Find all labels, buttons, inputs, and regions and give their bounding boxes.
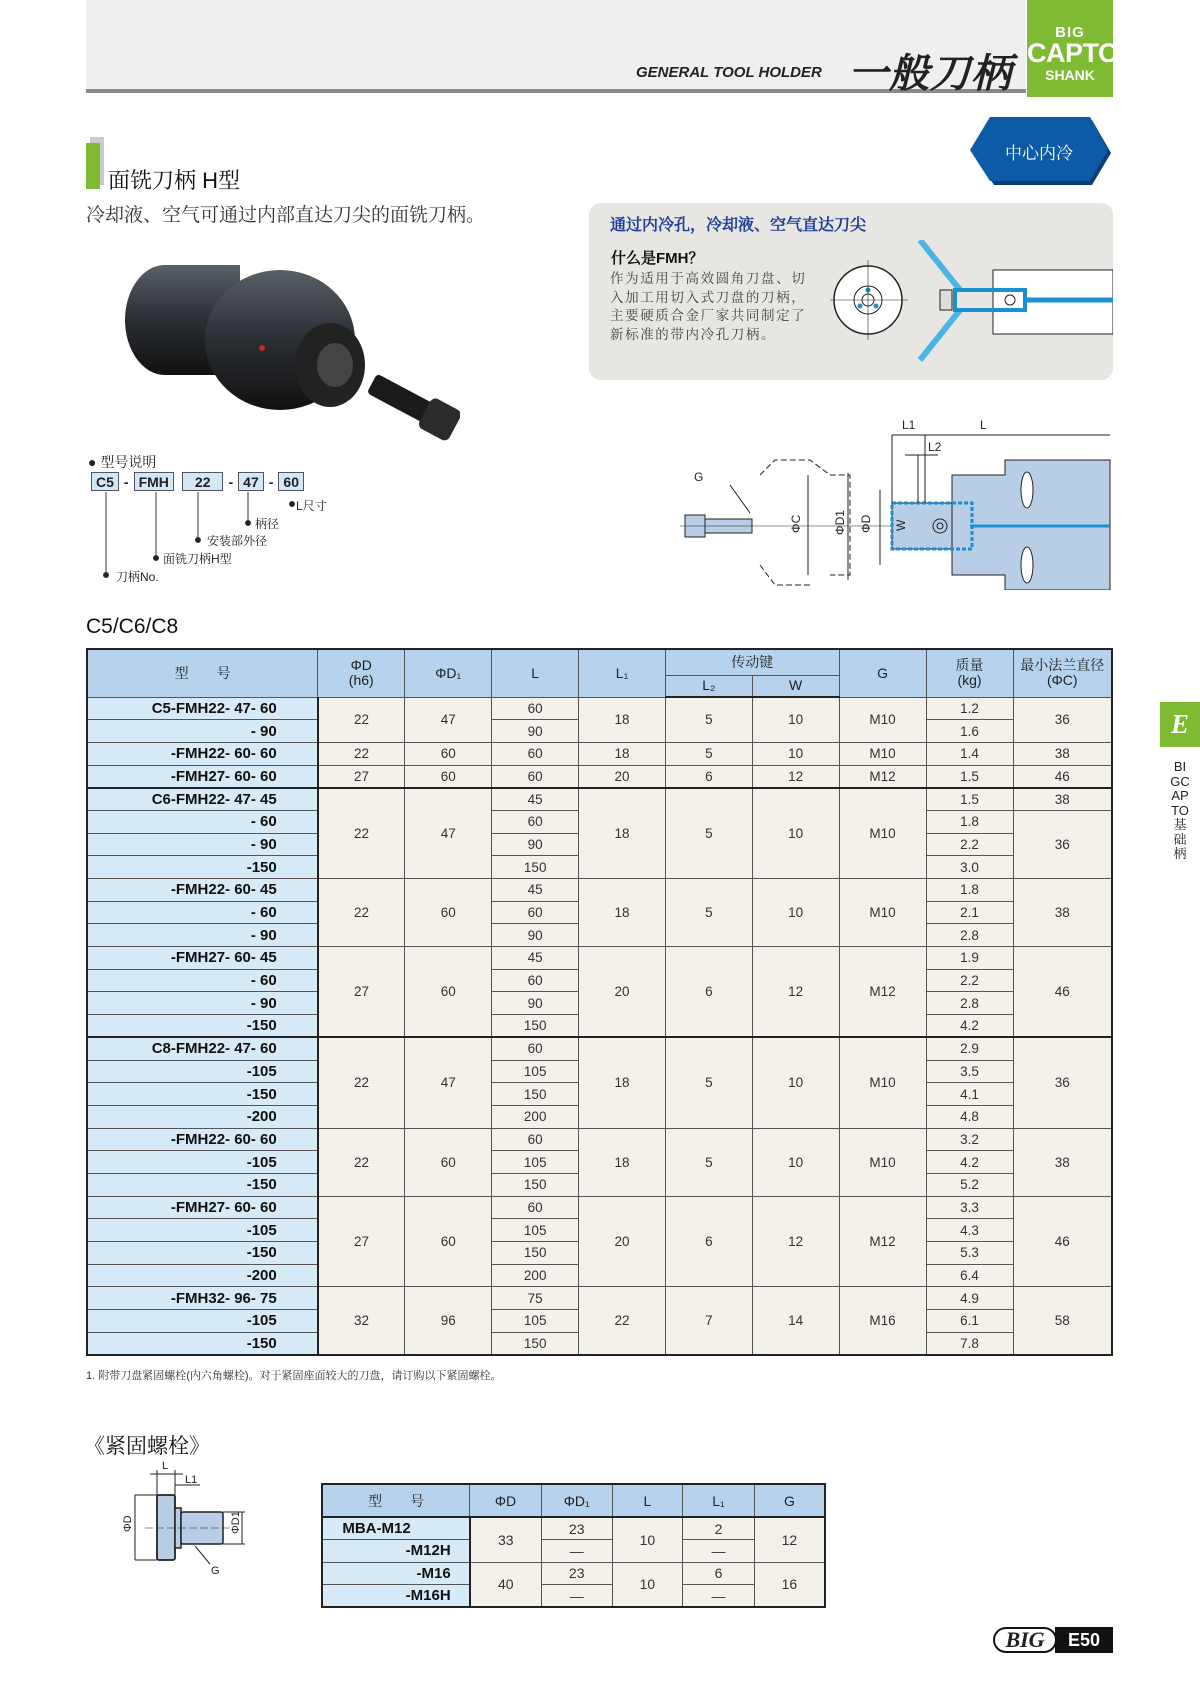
bolt-col-g: G — [754, 1484, 825, 1517]
table-footnote: 1. 附带刀盘紧固螺栓(内六角螺栓)。对于紧固座面较大的刀盘，请订购以下紧固螺栓。 — [86, 1370, 502, 1382]
cell-g: M12 — [839, 1196, 926, 1287]
cell-mass: 1.8 — [926, 810, 1013, 833]
cell-d1: 60 — [405, 1196, 492, 1287]
cell-g: M10 — [839, 1128, 926, 1196]
cell-model: -FMH32- 96- 75 — [87, 1287, 318, 1310]
cell-l2: 7 — [665, 1287, 752, 1355]
cell-g: M10 — [839, 697, 926, 742]
col-d1: ΦD₁ — [405, 649, 492, 697]
cell-model: -200 — [87, 1105, 318, 1128]
cell-d1: 47 — [405, 697, 492, 742]
cell-mass: 3.5 — [926, 1060, 1013, 1083]
cell-mass: 1.4 — [926, 742, 1013, 765]
page-number: E50 — [1055, 1627, 1113, 1653]
cell-l: 45 — [492, 788, 579, 811]
cell-model: -150 — [87, 1173, 318, 1196]
svg-text:ΦD: ΦD — [859, 514, 873, 533]
col-g: G — [839, 649, 926, 697]
table-row — [87, 742, 1112, 765]
header-title-en: GENERAL TOOL HOLDER — [636, 64, 822, 81]
info-panel-body: 作为适用于高效圆角刀盘、切入加工用切入式刀盘的刀柄，主要硬质合金厂家共同制定了新标准的带内冷孔刀柄。 — [610, 271, 807, 342]
cell-l1: 18 — [579, 697, 666, 742]
cell-model: -105 — [87, 1310, 318, 1333]
cell-l: 60 — [492, 1037, 579, 1060]
cell-l: 90 — [492, 720, 579, 743]
cell-l: 200 — [492, 1105, 579, 1128]
cell-d1: 96 — [405, 1287, 492, 1355]
cell-g: M12 — [839, 947, 926, 1038]
cell-flange: 46 — [1013, 765, 1112, 788]
cell-w: 10 — [752, 879, 839, 947]
cell-d1: 47 — [405, 788, 492, 879]
cell-l: 90 — [492, 833, 579, 856]
cell-l: 75 — [492, 1287, 579, 1310]
label-shank-dia: 柄径 — [255, 517, 280, 531]
svg-text:G: G — [211, 1565, 220, 1577]
cell-w: 12 — [752, 947, 839, 1038]
cell-l1: 18 — [579, 788, 666, 879]
cell-l: 150 — [492, 1332, 579, 1355]
badge-label: 中心内冷 — [1005, 144, 1073, 163]
cell-mass: 2.8 — [926, 924, 1013, 947]
cell-d1: 60 — [405, 742, 492, 765]
cell-model: -105 — [87, 1219, 318, 1242]
cell-model: -105 — [87, 1151, 318, 1174]
side-tab-text: BIGCAPTO基础柄 — [1170, 759, 1190, 861]
cell-model: - 60 — [87, 969, 318, 992]
svg-text:L1: L1 — [185, 1474, 198, 1486]
cell-d1: 60 — [405, 1128, 492, 1196]
cell-l: 150 — [492, 856, 579, 879]
label-shank-no: 刀柄No. — [116, 570, 159, 584]
cell-model: -FMH27- 60- 60 — [87, 1196, 318, 1219]
model-code-row — [91, 472, 308, 491]
svg-text:ΦD: ΦD — [122, 1515, 134, 1532]
cell-model: -105 — [87, 1060, 318, 1083]
cell-mass: 3.2 — [926, 1128, 1013, 1151]
table-row — [87, 697, 1112, 720]
brand-line1: BIG — [1055, 24, 1085, 41]
cell-w: 12 — [752, 765, 839, 788]
cell-l: 150 — [492, 1242, 579, 1265]
col-l1: L₁ — [579, 649, 666, 697]
cell-d: 22 — [318, 1037, 405, 1128]
svg-text:L: L — [980, 418, 987, 432]
bolt-row: -M12H — — — [322, 1540, 825, 1563]
cell-g: M10 — [839, 1037, 926, 1128]
cell-model: -150 — [87, 856, 318, 879]
code-part-shank: C5 — [91, 472, 119, 491]
table-row — [87, 1128, 1112, 1151]
cell-d1: 60 — [405, 879, 492, 947]
table-row — [87, 1037, 1112, 1060]
table-title: C5/C6/C8 — [86, 615, 179, 638]
bolt-drawing-icon — [115, 1460, 275, 1580]
cell-w: 10 — [752, 742, 839, 765]
bolt-col-l: L — [612, 1484, 683, 1517]
label-type: 面铣刀柄H型 — [163, 552, 232, 566]
bolt-table — [321, 1483, 826, 1608]
cell-l1: 22 — [579, 1287, 666, 1355]
cell-d: 22 — [318, 697, 405, 742]
dimension-drawing-icon — [670, 415, 1113, 590]
cell-model: -FMH27- 60- 45 — [87, 947, 318, 970]
bolt-col-model: 型 号 — [322, 1484, 470, 1517]
cell-mass: 6.1 — [926, 1310, 1013, 1333]
code-dash: - — [123, 473, 129, 490]
section-description: 冷却液、空气可通过内部直达刀尖的面铣刀柄。 — [86, 205, 486, 226]
cell-d: 27 — [318, 765, 405, 788]
brand-line3: SHANK — [1045, 67, 1095, 83]
cell-l: 60 — [492, 742, 579, 765]
cell-flange: 38 — [1013, 879, 1112, 947]
cell-mass: 4.2 — [926, 1151, 1013, 1174]
table-row — [87, 947, 1112, 970]
cell-model: -150 — [87, 1083, 318, 1106]
col-mass: 质量 (kg) — [926, 649, 1013, 697]
cell-w: 12 — [752, 1196, 839, 1287]
big-logo-icon: BIG — [993, 1627, 1057, 1653]
cell-d1: 60 — [405, 947, 492, 1038]
cell-mass: 3.0 — [926, 856, 1013, 879]
cell-model: -150 — [87, 1242, 318, 1265]
cell-l1: 18 — [579, 1128, 666, 1196]
cell-model: C5-FMH22- 47- 60 — [87, 697, 318, 720]
cell-l: 60 — [492, 1128, 579, 1151]
bolt-col-d: ΦD — [470, 1484, 542, 1517]
info-panel-question: 什么是FMH？ — [611, 250, 704, 267]
cell-d: 22 — [318, 879, 405, 947]
cell-model: - 90 — [87, 720, 318, 743]
cell-d: 32 — [318, 1287, 405, 1355]
cell-l1: 18 — [579, 1037, 666, 1128]
cell-model: -200 — [87, 1264, 318, 1287]
cell-l1: 20 — [579, 947, 666, 1038]
code-part-type: FMH — [134, 472, 174, 491]
col-drive-key: 传动键 — [665, 649, 839, 675]
cell-l2: 5 — [665, 879, 752, 947]
bolt-row: -M16 40 23 10 6 16 — [322, 1562, 825, 1585]
footer-logo — [993, 1627, 1113, 1653]
cell-model: - 90 — [87, 924, 318, 947]
col-model: 型 号 — [87, 649, 318, 697]
cell-mass: 4.9 — [926, 1287, 1013, 1310]
cell-g: M10 — [839, 742, 926, 765]
cell-l: 200 — [492, 1264, 579, 1287]
cell-l2: 5 — [665, 788, 752, 879]
cell-g: M10 — [839, 788, 926, 879]
col-w: W — [752, 675, 839, 697]
product-photo-icon — [120, 260, 460, 460]
col-flange: 最小法兰直径 (ΦC) — [1013, 649, 1112, 697]
label-mount-od: 安装部外径 — [207, 534, 268, 548]
bolt-section-title: 《紧固螺栓》 — [84, 1435, 210, 1458]
cell-mass: 2.2 — [926, 833, 1013, 856]
svg-text:L1: L1 — [902, 418, 916, 432]
bolt-col-l1: L₁ — [683, 1484, 755, 1517]
cell-model: -FMH22- 60- 45 — [87, 879, 318, 902]
bolt-col-d1: ΦD₁ — [541, 1484, 612, 1517]
cell-l: 45 — [492, 879, 579, 902]
cell-l: 105 — [492, 1310, 579, 1333]
cell-mass: 2.8 — [926, 992, 1013, 1015]
cell-l1: 20 — [579, 765, 666, 788]
cell-l: 60 — [492, 697, 579, 720]
cell-model: -FMH22- 60- 60 — [87, 742, 318, 765]
cell-l2: 5 — [665, 1037, 752, 1128]
cell-flange: 38 — [1013, 788, 1112, 811]
cell-model: -FMH27- 60- 60 — [87, 765, 318, 788]
cell-l2: 5 — [665, 697, 752, 742]
cell-l: 60 — [492, 1196, 579, 1219]
col-l2: L₂ — [665, 675, 752, 697]
cell-model: C6-FMH22- 47- 45 — [87, 788, 318, 811]
table-row — [87, 879, 1112, 902]
svg-text:ΦC: ΦC — [789, 514, 803, 533]
cell-model: -150 — [87, 1015, 318, 1038]
table-row — [87, 765, 1112, 788]
cell-mass: 4.2 — [926, 1015, 1013, 1038]
cell-mass: 7.8 — [926, 1332, 1013, 1355]
cell-mass: 1.5 — [926, 788, 1013, 811]
cell-l: 60 — [492, 810, 579, 833]
cell-l2: 5 — [665, 742, 752, 765]
cell-mass: 5.2 — [926, 1173, 1013, 1196]
cell-w: 10 — [752, 1037, 839, 1128]
cell-flange: 36 — [1013, 697, 1112, 742]
cell-l: 150 — [492, 1015, 579, 1038]
cell-l: 105 — [492, 1060, 579, 1083]
cell-l: 105 — [492, 1151, 579, 1174]
cell-l2: 6 — [665, 765, 752, 788]
cell-model: -150 — [87, 1332, 318, 1355]
cell-mass: 4.3 — [926, 1219, 1013, 1242]
code-dash: - — [228, 473, 234, 490]
section-accent-bar — [86, 143, 100, 189]
cell-l2: 6 — [665, 947, 752, 1038]
svg-text:ΦD1: ΦD1 — [833, 510, 847, 535]
cell-l2: 6 — [665, 1196, 752, 1287]
cell-l: 60 — [492, 901, 579, 924]
info-panel-title: 通过内冷孔，冷却液、空气直达刀尖 — [610, 217, 867, 234]
cell-g: M16 — [839, 1287, 926, 1355]
coolant-diagram-icon — [830, 240, 1113, 380]
cell-l2: 5 — [665, 1128, 752, 1196]
cell-mass: 2.9 — [926, 1037, 1013, 1060]
cell-mass: 1.6 — [926, 720, 1013, 743]
cell-d: 22 — [318, 742, 405, 765]
cell-model: - 90 — [87, 992, 318, 1015]
bolt-row: -M16H — — — [322, 1585, 825, 1608]
cell-d: 27 — [318, 947, 405, 1038]
cell-flange: 38 — [1013, 1128, 1112, 1196]
cell-w: 10 — [752, 697, 839, 742]
cell-flange: 36 — [1013, 810, 1112, 878]
cell-model: -FMH22- 60- 60 — [87, 1128, 318, 1151]
spec-table — [86, 648, 1113, 1356]
cell-mass: 5.3 — [926, 1242, 1013, 1265]
code-part-mount: 22 — [182, 472, 224, 491]
cell-mass: 4.1 — [926, 1083, 1013, 1106]
side-tab-letter[interactable]: E — [1160, 702, 1200, 747]
cell-w: 10 — [752, 788, 839, 879]
svg-text:L2: L2 — [928, 440, 942, 454]
label-l-dim: L尺寸 — [296, 499, 327, 513]
header-title-cn: 一般刀柄 — [848, 52, 1012, 96]
model-code-title: ● 型号说明 — [88, 454, 157, 470]
code-part-length: 60 — [278, 472, 304, 491]
cell-model: - 60 — [87, 810, 318, 833]
cell-d1: 47 — [405, 1037, 492, 1128]
cell-mass: 4.8 — [926, 1105, 1013, 1128]
section-title: 面铣刀柄 H型 — [108, 168, 241, 193]
cell-l: 60 — [492, 765, 579, 788]
cell-w: 14 — [752, 1287, 839, 1355]
cell-mass: 6.4 — [926, 1264, 1013, 1287]
cell-mass: 1.8 — [926, 879, 1013, 902]
cell-flange: 38 — [1013, 742, 1112, 765]
cell-model: - 90 — [87, 833, 318, 856]
cell-mass: 1.5 — [926, 765, 1013, 788]
cell-l: 60 — [492, 969, 579, 992]
cell-mass: 1.9 — [926, 947, 1013, 970]
cell-model: C8-FMH22- 47- 60 — [87, 1037, 318, 1060]
cell-d: 27 — [318, 1196, 405, 1287]
svg-text:ΦD1: ΦD1 — [230, 1511, 242, 1534]
cell-l: 90 — [492, 992, 579, 1015]
table-row — [87, 1196, 1112, 1219]
svg-text:L: L — [162, 1460, 169, 1472]
code-part-shank-dia: 47 — [238, 472, 264, 491]
cell-mass: 2.2 — [926, 969, 1013, 992]
table-row — [87, 788, 1112, 811]
cell-l1: 20 — [579, 1196, 666, 1287]
cell-d1: 60 — [405, 765, 492, 788]
cell-flange: 46 — [1013, 1196, 1112, 1287]
svg-text:W: W — [894, 519, 908, 531]
cell-mass: 2.1 — [926, 901, 1013, 924]
cell-flange: 58 — [1013, 1287, 1112, 1355]
cell-flange: 46 — [1013, 947, 1112, 1038]
cell-flange: 36 — [1013, 1037, 1112, 1128]
cell-l: 105 — [492, 1219, 579, 1242]
col-d: ΦD (h6) — [318, 649, 405, 697]
brand-block — [1027, 0, 1119, 97]
brand-line2: CAPTO — [1027, 38, 1119, 68]
cell-mass: 3.3 — [926, 1196, 1013, 1219]
bolt-row: MBA-M12 33 23 10 2 12 — [322, 1517, 825, 1540]
cell-model: - 60 — [87, 901, 318, 924]
cell-l: 90 — [492, 924, 579, 947]
cell-l1: 18 — [579, 742, 666, 765]
cell-mass: 1.2 — [926, 697, 1013, 720]
cell-g: M12 — [839, 765, 926, 788]
cell-d: 22 — [318, 1128, 405, 1196]
cell-w: 10 — [752, 1128, 839, 1196]
cell-l: 150 — [492, 1173, 579, 1196]
svg-text:G: G — [694, 470, 704, 484]
cell-l1: 18 — [579, 879, 666, 947]
code-dash: - — [268, 473, 274, 490]
cell-d: 22 — [318, 788, 405, 879]
col-l: L — [492, 649, 579, 697]
cell-l: 150 — [492, 1083, 579, 1106]
cell-g: M10 — [839, 879, 926, 947]
table-row — [87, 1287, 1112, 1310]
cell-l: 45 — [492, 947, 579, 970]
